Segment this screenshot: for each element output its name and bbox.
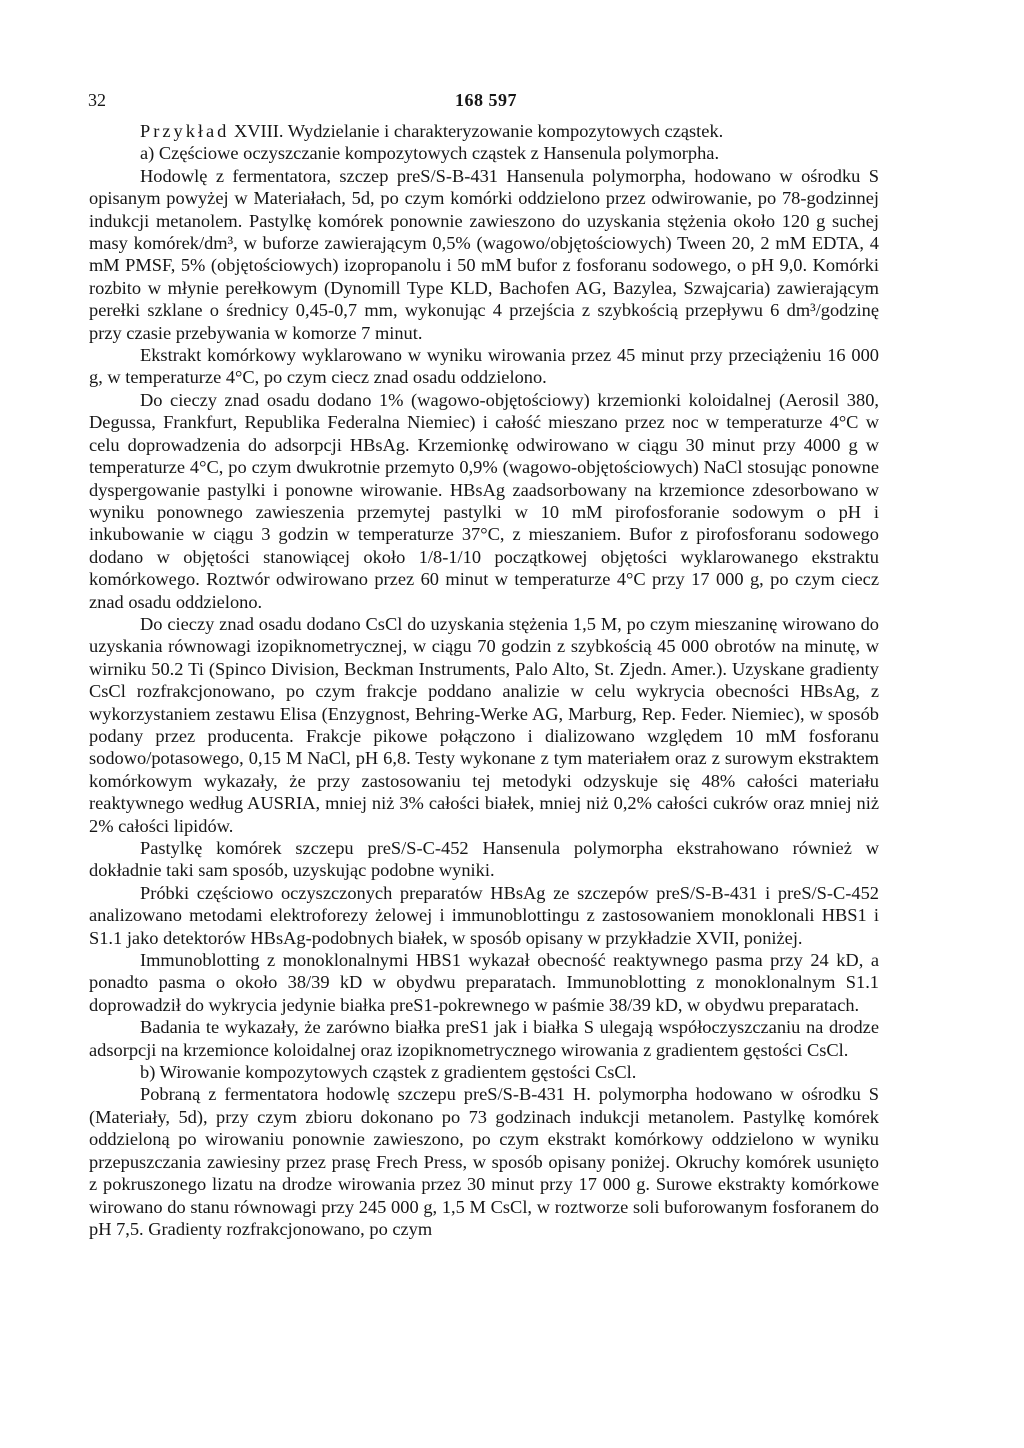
paragraph-2: Hodowlę z fermentatora, szczep preS/S-B-431 Hansenula polymorpha, hodowano w ośrodku S opisanym powyżej w Materiałach, 5d, po czym komórki oddzielono przez odwirowanie, po 78-godzinnej indukcji metanolem. Pastylkę komórek ponownie zawieszono do uzyskania stężenia około 120 g suchej masy komórek/dm³, w buforze zawierającym 0,5% (wagowo/objętościowych) Tween 20, 2 mM EDTA, 4 mM PMSF, 5% (objętościowych) izopropanolu i 50 mM bufor z fosforanu sodowego, o pH 9,0. Komórki rozbito w młynie perełkowym (Dynomill Type KLD, Bachofen AG, Bazylea, Szwajcaria) zawierającym perełki szklane o średnicy 0,45-0,7 mm, wykonując 4 przejścia z szybkością przepływu 6 dm³/godzinę przy czasie przebywania w komorze 7 minut. — [89, 165, 879, 343]
paragraph-8: Immunoblotting z monoklonalnymi HBS1 wykazał obecność reaktywnego pasma przy 24 kD, a ponadto pasma o około 38/39 kD w obydwu preparatach. Immunoblotting z monoklonalnym S1.1 doprowadził do wykrycia jedynie białka preS1-pokrewnego w paśmie 38/39 kD, w obydwu preparatach. — [89, 950, 879, 1015]
paragraph-11: Pobraną z fermentatora hodowlę szczepu preS/S-B-431 H. polymorpha hodowano w ośrodku S (Materiały, 5d), przy czym zbioru dokonano po 73 godzinach indukcji metanolem. Pastylkę komórek oddzieloną po wirowaniu ponownie zawieszono, po czym ekstrakt komórkowy oddzielono w wyniku przepuszczania zawiesiny przez prasę Frech Press, w sposób opisany poniżej. Okruchy komórek usunięto z pokruszonego lizatu na drodze wirowania przez 30 minut przy 17 000 g. Surowe ekstrakty komórkowe wirowano do stanu równowagi przy 245 000 g, 1,5 M CsCl, w roztworze soli buforowanym fosforanem do pH 7,5. Gradienty rozfrakcjonowano, po czym — [89, 1084, 879, 1239]
paragraph-7: Próbki częściowo oczyszczonych preparatów HBsAg ze szczepów preS/S-B-431 i preS/S-C-452 analizowano metodami elektroforezy żelowej i immunoblottingu z zastosowaniem monoklonali HBS1 i S1.1 jako detektorów HBsAg-podobnych białek, w sposób opisany w przykładzie XVII, poniżej. — [89, 882, 879, 948]
paragraph-5: Do cieczy znad osadu dodano CsCl do uzyskania stężenia 1,5 M, po czym mieszaninę wirowano do uzyskania równowagi izopiknometrycznej, w ciągu 70 godzin z szybkością 45 000 obrotów na minutę, w wirniku 50.2 Ti (Spinco Division, Beckman Instruments, Palo Alto, St. Zjedn. Amer.). Uzyskane gradienty CsCl rozfrakcjonowano, po czym frakcje poddano analizie w celu wykrycia obecności HBsAg, z wykorzystaniem zestawu Elisa (Enzygnost, Behring-Werke AG, Marburg, Rep. Feder. Niemiec), w sposób podany przez producenta. Frakcje pikowe połączono i dializowano względem 10 mM fosforanu sodowo/potasowego, 0,15 M NaCl, pH 6,8. Testy wykonane z tym materiałem oraz z surowym ekstraktem komórkowym wykazały, że przy zastosowaniu tej metodyki odzyskuje się 48% całości materiału reaktywnego według AUSRIA, mniej niż 3% całości białek, mniej niż 0,2% całości cukrów oraz mniej niż 2% całości lipidów. — [89, 613, 879, 836]
body-text — [89, 120, 879, 1240]
paragraph-4: Do cieczy znad osadu dodano 1% (wagowo-objętościowy) krzemionki koloidalnej (Aerosil 380, Degussa, Frankfurt, Republika Federalna Niemiec) i całość mieszano przez noc w temperaturze 4°C w celu doprowadzenia do adsorpcji HBsAg. Krzemionkę odwirowano w ciągu 30 minut przy 4000 g w temperaturze 4°C, po czym dwukrotnie przemyto 0,9% (wagowo-objętościowych) NaCl stosując ponowne dyspergowanie pastylki i ponowne wirowanie. HBsAg zaadsorbowany na krzemionce zdesorbowano w wyniku ponownego zawieszenia przemytej pastylki w 10 mM pirofosforanie sodowym o pH i inkubowanie w ciągu 3 godzin w temperaturze 37°C, z mieszaniem. Bufor z pirofosforanu sodowego dodano w objętości stanowiącej około 1/8-1/10 początkowej objętości wyklarowanego ekstraktu komórkowego. Roztwór odwirowano przez 60 minut w temperaturze 4°C przy 17 000 g, po czym ciecz znad osadu oddzielono. — [89, 389, 879, 612]
paragraph-10: b) Wirowanie kompozytowych cząstek z gradientem gęstości CsCl. — [140, 1062, 637, 1083]
page-number: 32 — [88, 90, 106, 110]
example-title: XVIII. Wydzielanie i charakteryzowanie kompozytowych cząstek. — [229, 121, 724, 141]
example-label: Przykład — [140, 121, 230, 141]
paragraph-1: a) Częściowe oczyszczanie kompozytowych cząstek z Hansenula polymorpha. — [140, 143, 720, 164]
example-heading — [89, 120, 879, 142]
patent-number: 168 597 — [455, 90, 517, 110]
paragraph-6: Pastylkę komórek szczepu preS/S-C-452 Hansenula polymorpha ekstrahowano również w dokładnie taki sam sposób, uzyskując podobne wyniki. — [89, 838, 879, 881]
page-header — [88, 90, 884, 114]
paragraph-3: Ekstrakt komórkowy wyklarowano w wyniku wirowania przez 45 minut przy przeciążeniu 16 000 g, w temperaturze 4°C, po czym ciecz znad osadu oddzielono. — [89, 345, 879, 388]
paragraph-9: Badania te wykazały, że zarówno białka preS1 jak i białka S ulegają współoczyszczaniu na drodze adsorpcji na krzemionce koloidalnej oraz izopiknometrycznego wirowania z gradientem gęstości CsCl. — [89, 1017, 879, 1060]
